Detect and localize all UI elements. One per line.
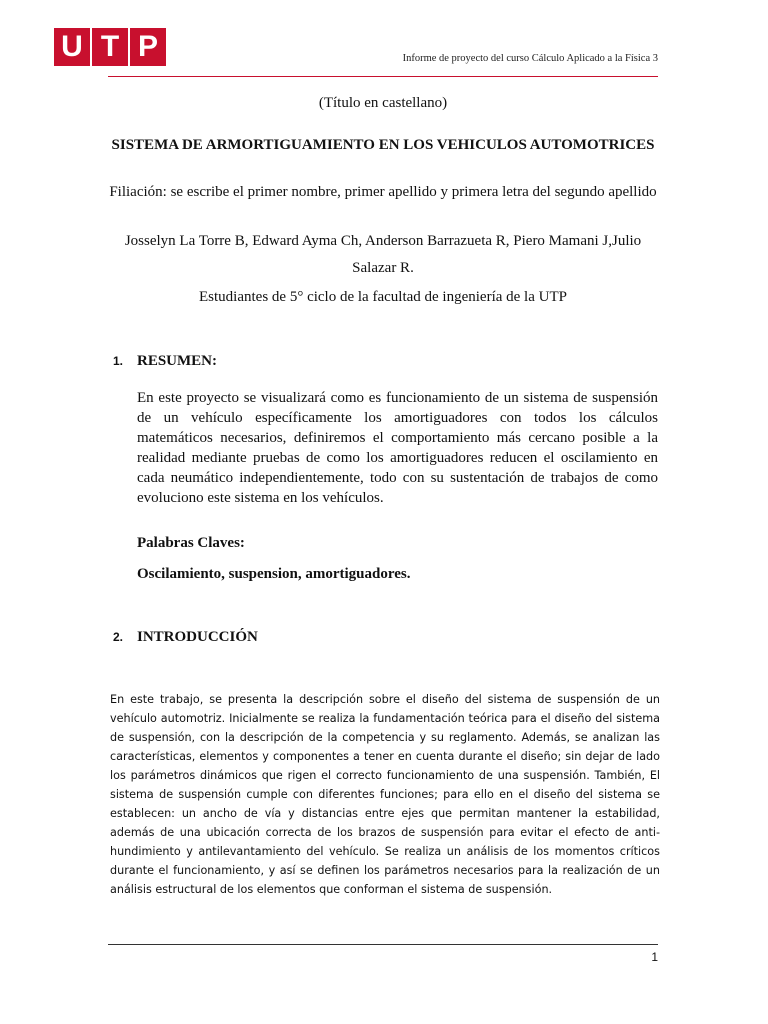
logo-letter-u: U bbox=[54, 28, 90, 66]
affiliation-note: Filiación: se escribe el primer nombre, primer apellido y primera letra del segundo apellido bbox=[109, 184, 657, 200]
spanish-title-note: (Título en castellano) bbox=[318, 95, 448, 111]
logo-letter-t: T bbox=[92, 28, 128, 66]
utp-logo bbox=[54, 28, 168, 66]
section-heading-introduccion bbox=[113, 629, 258, 646]
header-course-text: Informe de proyecto del curso Cálculo Aplicado a la Física 3 bbox=[402, 53, 658, 64]
keywords-label: Palabras Claves: bbox=[137, 535, 245, 551]
section-title: RESUMEN: bbox=[137, 353, 218, 369]
student-affiliation: Estudiantes de 5° ciclo de la facultad de ingeniería de la UTP bbox=[199, 289, 567, 305]
abstract-paragraph: En este proyecto se visualizará como es funcionamiento de un sistema de suspensión de un vehículo específicamente los amortiguadores con todos los cálculos matemáticos necesarios, definiremos el comportamiento más cercano posible a la realidad mediante pruebas de como los amortiguadores reducen el oscilamiento en cada neumático independientemente, todo con su sustentación de trabajos de como evoluciono este sistema en los vehículos. bbox=[137, 390, 658, 506]
page-number: 1 bbox=[651, 950, 658, 964]
logo-letter-p: P bbox=[130, 28, 166, 66]
document-title: SISTEMA DE ARMORTIGUAMIENTO EN LOS VEHICULOS AUTOMOTRICES bbox=[111, 137, 655, 153]
footer-divider bbox=[108, 944, 658, 945]
section-heading-resumen bbox=[113, 353, 217, 370]
section-number: 2. bbox=[113, 630, 124, 644]
header-divider bbox=[108, 76, 658, 77]
section-number: 1. bbox=[113, 354, 124, 368]
introduction-paragraph: En este trabajo, se presenta la descripción sobre el diseño del sistema de suspensión de un vehículo automotriz. Inicialmente se realiza la fundamentación teórica para el diseño del sistema de suspensión, con la descripción de la competencia y su reglamento. Además, se analizan las características, elementos y componentes a tener en cuenta durante el diseño; sin dejar de lado los parámetros dinámicos que rigen el correcto funcionamiento de una suspensión. También, El sistema de suspensión cumple con diferentes funciones; para ello en el diseño del sistema se establecen: un ancho de vía y distancias entre ejes que permitan mantener la estabilidad, además de una ubicación correcta de los brazos de suspensión para evitar el efecto de anti-hundimiento y antilevantamiento del vehículo. Se realiza un análisis de los momentos críticos durante el funcionamiento, y así se definen los parámetros necesarios para la realización de un análisis estructural de los elementos que conforman el sistema de suspensión. bbox=[110, 693, 660, 896]
keywords-list: Oscilamiento, suspension, amortiguadores. bbox=[137, 566, 411, 582]
section-title: INTRODUCCIÓN bbox=[137, 629, 258, 645]
author-list: Josselyn La Torre B, Edward Ayma Ch, Anderson Barrazueta R, Piero Mamani J,Julio Salazar R. bbox=[124, 233, 642, 276]
